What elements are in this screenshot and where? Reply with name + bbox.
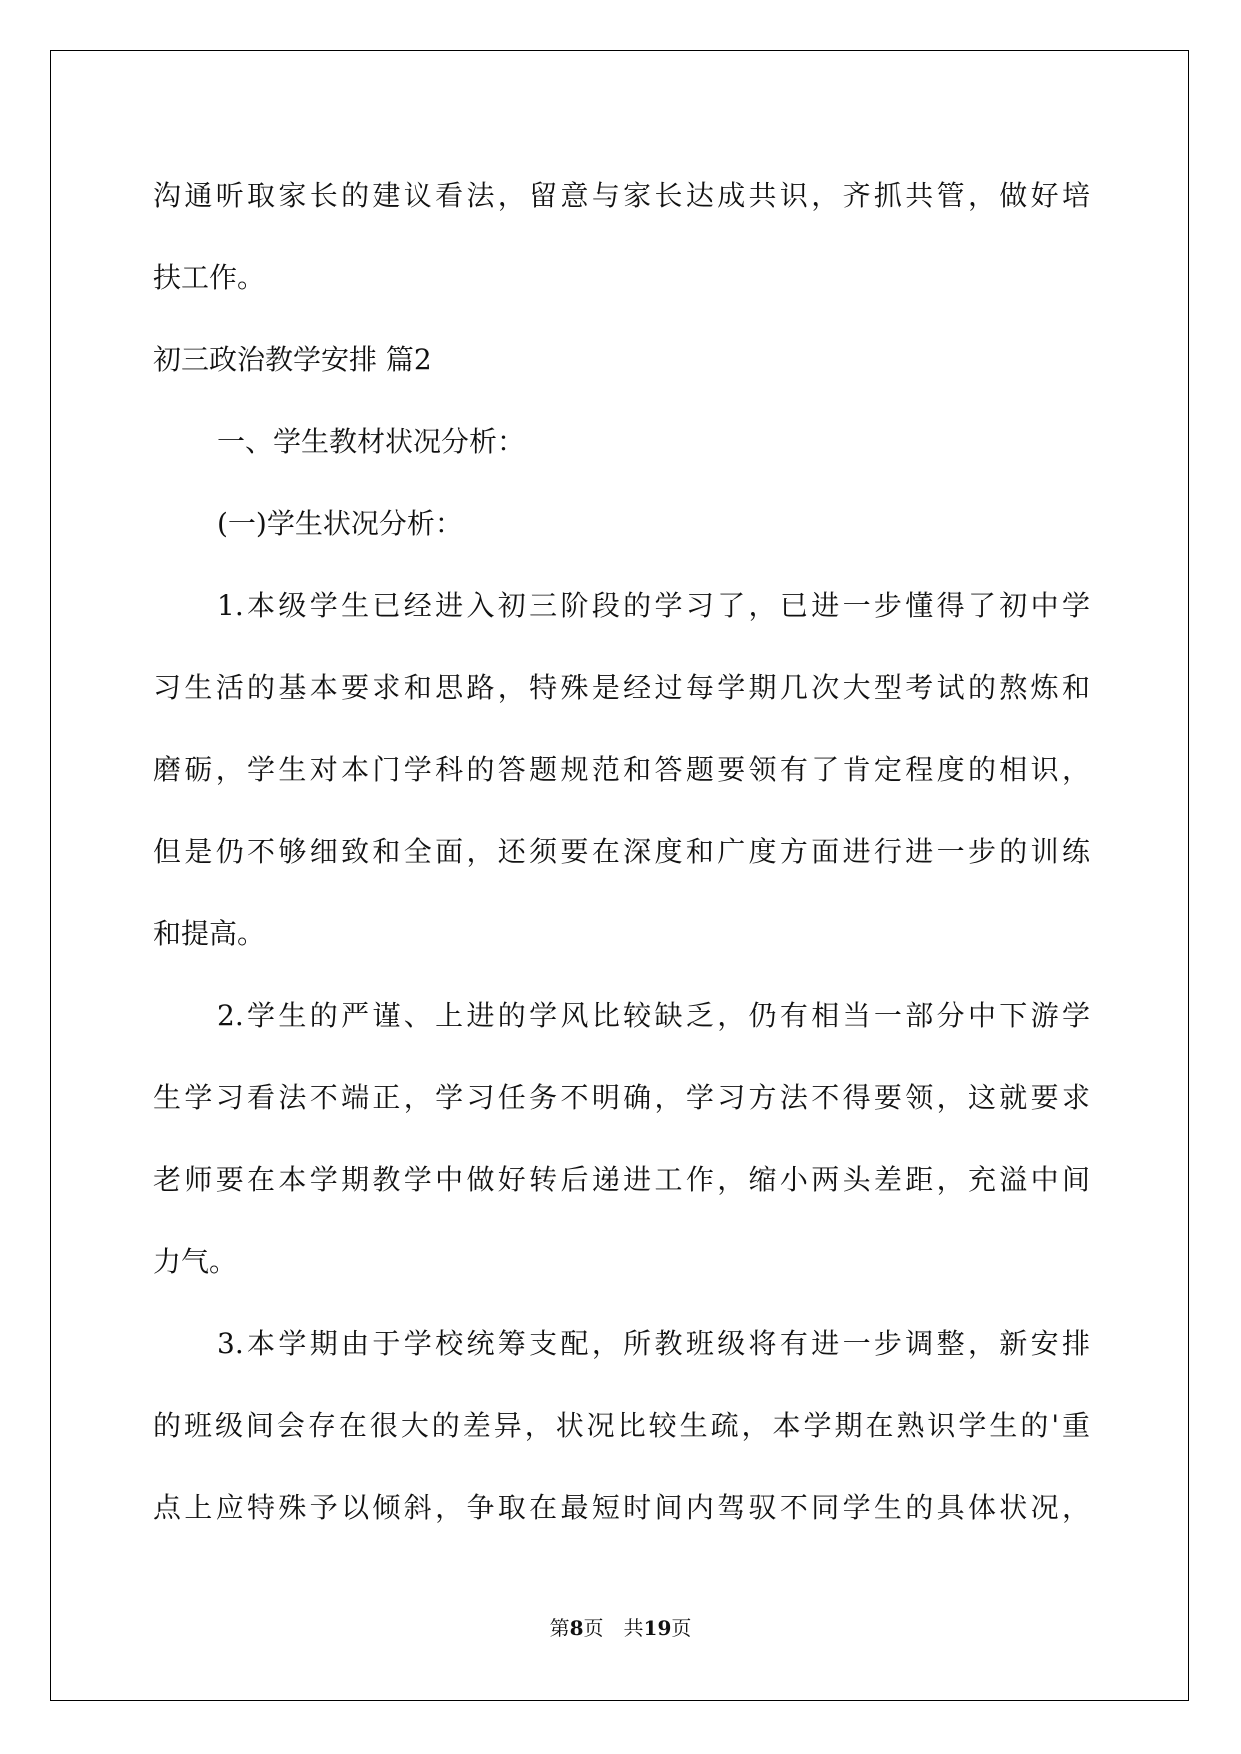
text-line: 点上应特殊予以倾斜，争取在最短时间内驾驭不同学生的具体状况， xyxy=(153,1491,1090,1524)
section-heading: 初三政治教学安排 篇2 xyxy=(153,343,432,376)
text-line: 磨砺，学生对本门学科的答题规范和答题要领有了肯定程度的相识， xyxy=(153,753,1090,786)
text-line: 习生活的基本要求和思路，特殊是经过每学期几次大型考试的熬炼和 xyxy=(153,671,1090,704)
text-line: 3.本学期由于学校统筹支配，所教班级将有进一步调整，新安排 xyxy=(217,1327,1090,1360)
footer-prefix: 第 xyxy=(549,1616,570,1640)
page-number: 8 xyxy=(569,1616,584,1640)
text-line: 但是仍不够细致和全面，还须要在深度和广度方面进行进一步的训练 xyxy=(153,835,1090,868)
text-line: 力气。 xyxy=(153,1245,238,1278)
text-line: 2.学生的严谨、上进的学风比较缺乏，仍有相当一部分中下游学 xyxy=(217,999,1090,1032)
subheading: 一、学生教材状况分析： xyxy=(217,425,526,458)
total-pages: 19 xyxy=(643,1616,672,1640)
text-line: 生学习看法不端正，学习任务不明确，学习方法不得要领，这就要求 xyxy=(153,1081,1090,1114)
subheading: (一)学生状况分析： xyxy=(217,507,463,540)
text-line: 1.本级学生已经进入初三阶段的学习了，已进一步懂得了初中学 xyxy=(217,589,1090,622)
footer-suffix: 页 xyxy=(671,1616,692,1640)
page-footer xyxy=(0,1612,1241,1641)
text-line: 沟通听取家长的建议看法，留意与家长达成共识，齐抓共管，做好培 xyxy=(153,179,1090,212)
footer-middle: 页 共 xyxy=(583,1616,644,1640)
text-line: 和提高。 xyxy=(153,917,266,950)
text-line: 老师要在本学期教学中做好转后递进工作，缩小两头差距，充溢中间 xyxy=(153,1163,1090,1196)
text-line: 的班级间会存在很大的差异，状况比较生疏，本学期在熟识学生的'重 xyxy=(153,1409,1090,1442)
text-line: 扶工作。 xyxy=(153,261,266,294)
document-body xyxy=(153,155,1090,1549)
